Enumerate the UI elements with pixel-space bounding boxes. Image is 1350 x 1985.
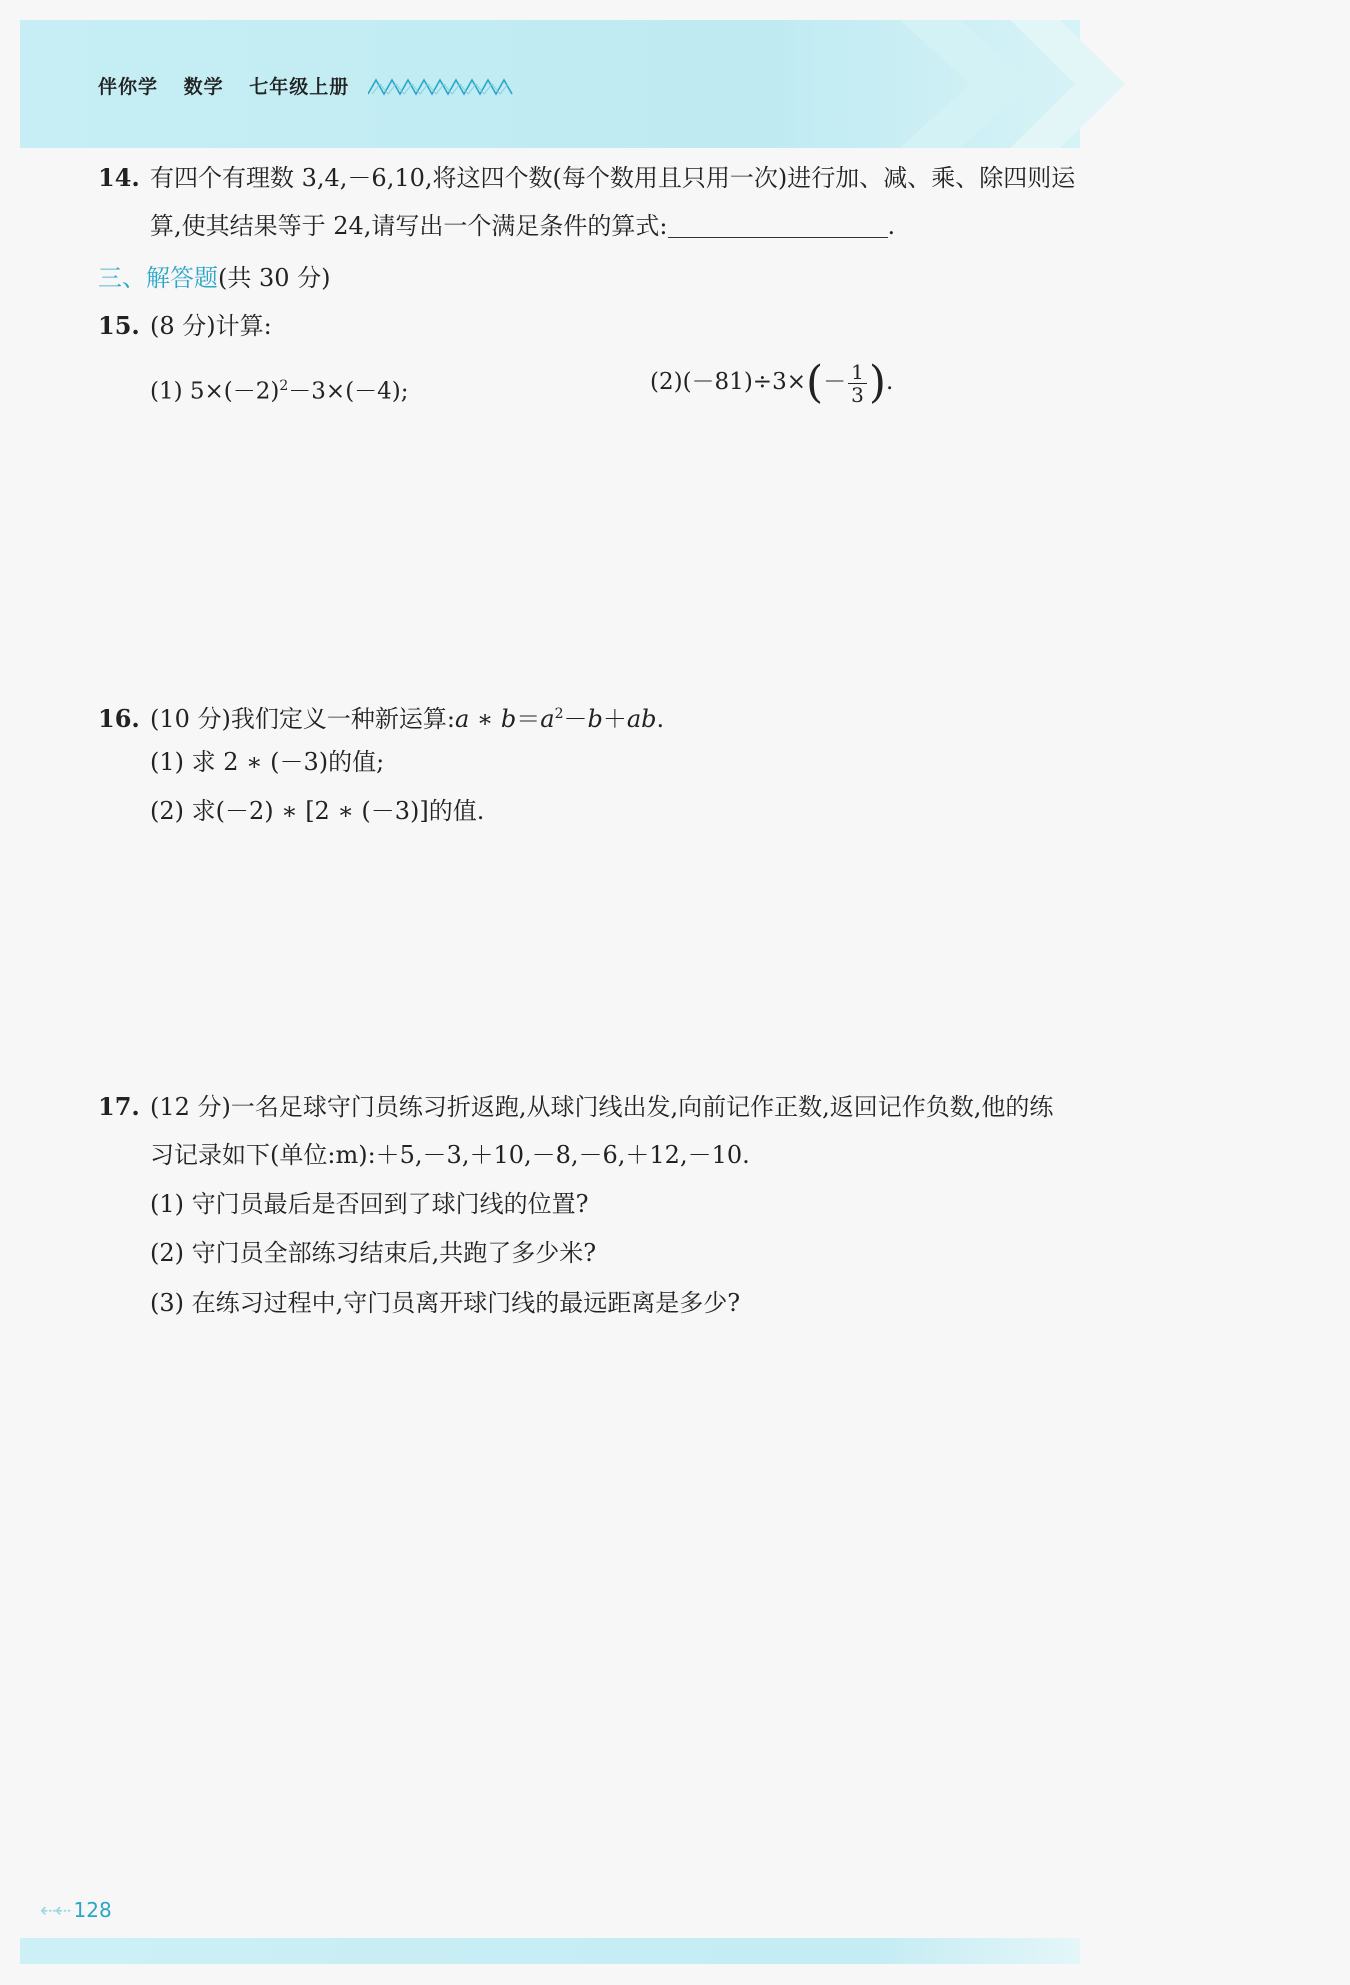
question-17-part-1: (1) 守门员最后是否回到了球门线的位置?	[150, 1190, 589, 1218]
header-chevron-decoration-2	[1010, 20, 1180, 148]
question-17-line-1: (12 分)一名足球守门员练习折返跑,从球门线出发,向前记作正数,返回记作负数,他的练	[150, 1093, 1054, 1121]
answer-blank[interactable]	[668, 209, 888, 238]
question-15-part-1: (1) $5\times(-2)^2-3\times(-4)$;	[150, 378, 409, 405]
arrow-decoration-icon: ⇠⇠	[40, 1898, 70, 1922]
question-17	[98, 1083, 1053, 1131]
question-number: 17.	[98, 1092, 140, 1121]
question-14-line-2: 算,使其结果等于 24,请写出一个满足条件的算式: .	[150, 202, 895, 250]
question-15-stem: (8 分)计算:	[150, 312, 272, 340]
question-number: 15.	[98, 311, 140, 340]
question-17-part-3: (3) 在练习过程中,守门员离开球门线的最远距离是多少?	[150, 1289, 741, 1317]
question-17-part-2: (2) 守门员全部练习结束后,共跑了多少米?	[150, 1239, 597, 1267]
section-score: (共 30 分)	[218, 264, 331, 292]
question-16-part-1: (1) 求 2 ∗ (－3)的值;	[150, 748, 385, 776]
book-title	[98, 72, 367, 99]
question-14	[98, 154, 1075, 202]
question-number: 14.	[98, 163, 140, 192]
book-subject: 数学	[183, 76, 224, 98]
fraction: $\frac{1}{3}$	[848, 361, 867, 406]
zigzag-decoration	[368, 76, 514, 96]
question-15	[98, 302, 272, 350]
section-title: 三、解答题	[98, 264, 218, 292]
page-number: ⇠⇠ 128	[40, 1898, 112, 1922]
question-15-part-2: (2)(－81)÷3×(－ $\frac{1}{3}$ ).	[650, 357, 894, 408]
book-series: 伴你学	[98, 76, 159, 98]
book-grade: 七年级上册	[249, 76, 350, 98]
question-17-line-2: 习记录如下(单位:m):＋5,－3,＋10,－8,－6,＋12,－10.	[150, 1141, 750, 1169]
question-16: 16. (10 分)我们定义一种新运算:a ∗ $b=a^2-b+ab$.	[98, 690, 664, 743]
section-heading	[98, 254, 331, 302]
right-paren: )	[868, 357, 887, 408]
question-14-line-1: 有四个有理数 3,4,－6,10,将这四个数(每个数用且只用一次)进行加、减、乘、除四则运	[150, 164, 1076, 192]
left-paren: (	[805, 357, 824, 408]
question-number: 16.	[98, 704, 140, 733]
footer-band	[20, 1938, 1080, 1964]
question-16-part-2: (2) 求(－2) ∗ [2 ∗ (－3)]的值.	[150, 797, 485, 825]
